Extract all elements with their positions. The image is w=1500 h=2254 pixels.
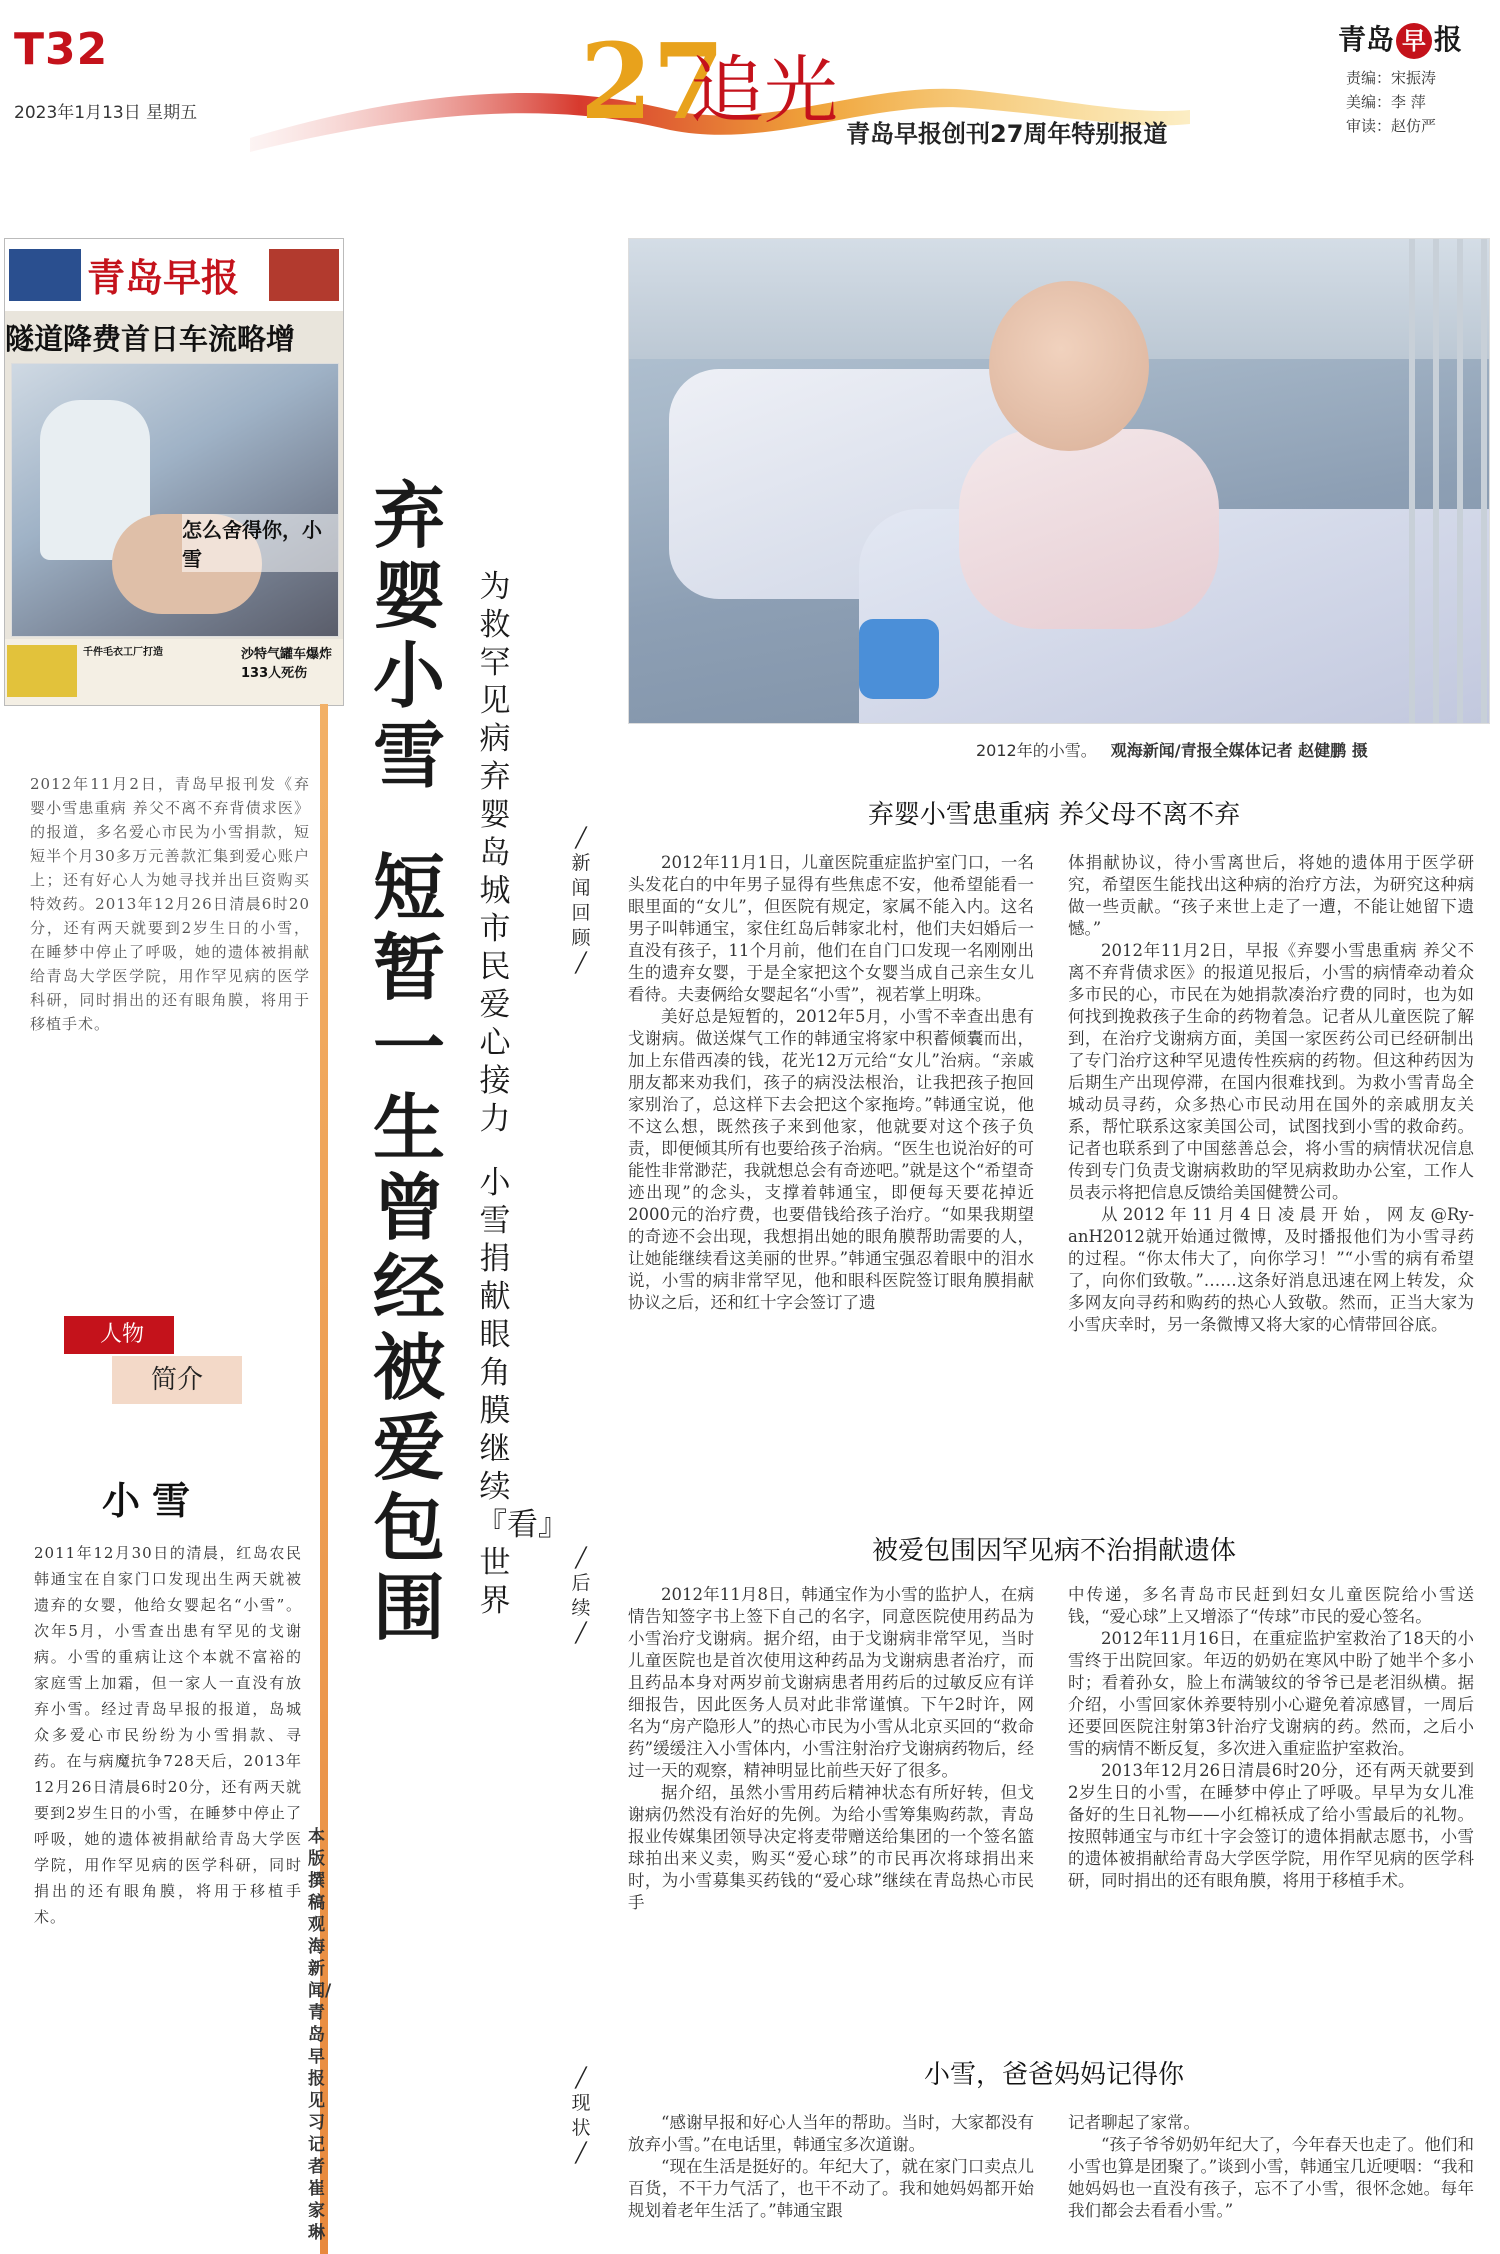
marker-slash: ╱ (575, 952, 587, 974)
marker-slash: ╱ (575, 827, 587, 849)
profile-name: 小雪 (102, 1478, 203, 1523)
paragraph: 2012年11月2日，早报《弃婴小雪患重病 养父不离不弃背债求医》的报道见报后，小雪的病情牵动着众多市民的心，市民在为她捐款凑治疗费的同时，也为如何找到挽救孩子生命的药物着急。记者从儿童医院了解到，在治疗戈谢病方面，美国一家医药公司已经研制出了专门治疗这种罕见遗传性疾病的药物。但这种药因为后期生产出现停滞，在国内很难找到。为救小雪青岛全城动员寻药，众多热心市民动用在国外的亲戚朋友关系，帮忙联系这家美国公司，试图找到小雪的救命药。记者也联系到了中国慈善总会，将小雪的病情状况信息传到专门负责戈谢病救助的罕见病救助办公室，工作人员表示将把信息反馈给美国健赞公司。 (1068, 941, 1474, 1202)
ribbon-number-27: 27 (580, 20, 725, 143)
credit-line: 美编：李 萍 (1346, 93, 1426, 111)
marker-slash: ╱ (575, 2067, 587, 2089)
headline-line: 弃婴小雪 (372, 473, 445, 798)
marker-label: 新闻回顾 (571, 852, 591, 949)
newspaper-logo: 青岛 早 报 (1338, 18, 1462, 59)
special-report-title: 青岛早报创刊27周年特别报道 (846, 120, 1168, 148)
article-column (1068, 852, 1474, 1336)
subheadline-line: 为救罕见病弃婴岛城市民爱心接力 (479, 569, 511, 1137)
headline-gap (368, 796, 450, 848)
main-headline (368, 473, 450, 1650)
credit-line: 审读：赵仿严 (1346, 117, 1437, 135)
news-intro-sidebar: 2012年11月2日，青岛早报刊发《弃婴小雪患重病 养父不离不弃背债求医》的报道，多名爱心市民为小雪捐款，短短半个月30多万元善款汇集到爱心账户上；还有好心人为她寻找并出巨资购买特效药。2013年12月26日清晨6时20分，还有两天就要到2岁生日的小雪，在睡梦中停止了呼吸，她的遗体被捐献给青岛大学医学院，用作罕见病的医学科研，同时捐出的还有眼角膜，将用于移植手术。 (30, 775, 310, 1033)
thumbnail-photo-title: 怎么舍得你，小雪 (182, 514, 338, 572)
paragraph: “孩子爷爷奶奶年纪大了，今年春天也走了。他们和小雪也算是团聚了。”谈到小雪，韩通宝几近哽咽：“我和她妈妈也一直没有孩子，忘不了小雪，很怀念她。每年我们都会去看看小雪。” (1068, 2135, 1474, 2220)
subheadline-gap (476, 1138, 514, 1164)
marker-slash: ╱ (575, 2142, 587, 2164)
paragraph: “感谢早报和好心人当年的帮助。当时，大家都没有放弃小雪。”在电话里，韩通宝多次道谢。 (628, 2113, 1034, 2154)
thumbnail-photo (11, 363, 339, 637)
article-column (628, 852, 1034, 1314)
page-number: T32 (14, 24, 109, 75)
paragraph: 中传递，多名青岛市民赶到妇女儿童医院给小雪送钱，“爱心球”上又增添了“传球”市民的爱心签名。 (1068, 1585, 1474, 1626)
subheadline-line: 小雪捐献眼角膜继续『看』世界 (476, 1165, 569, 1619)
issue-date: 2023年1月13日 星期五 (14, 103, 198, 123)
section-head: 被爱包围因罕见病不治捐献遗体 (871, 1536, 1236, 1566)
article-column (628, 2112, 1034, 2222)
profile-bio: 2011年12月30日的清晨，红岛农民韩通宝在自家门口发现出生两天就被遗弃的女婴，他给女婴起名“小雪”。次年5月，小雪查出患有罕见的戈谢病。小雪的重病让这个本就不富裕的家庭雪上加霜，但一家人一直没有放弃小雪。经过青岛早报的报道，岛城众多爱心市民纷纷为小雪捐款、寻药。在与病魔抗争728天后，2013年12月26日清晨6时20分，还有两天就要到2岁生日的小雪，在睡梦中停止了呼吸，她的遗体被捐献给青岛大学医学院，用作罕见病的医学科研，同时捐出的还有眼角膜，将用于移植手术。 (34, 1544, 302, 1926)
section-marker-follow (566, 1546, 596, 1646)
profile-tag (64, 1316, 254, 1416)
article-column (628, 1584, 1034, 1914)
paragraph: 2012年11月16日，在重症监护室救治了18天的小雪终于出院回家。年迈的奶奶在寒风中盼了她半个多小时；看着孙女，脸上布满皱纹的爷爷已是老泪纵横。据介绍，小雪回家休养要特别小心避免着凉感冒，一周后还要回医院注射第3针治疗戈谢病的药。然而，之后小雪的病情不断反复，多次进入重症监护室救治。 (1068, 1629, 1474, 1758)
marker-slash: ╱ (575, 1547, 587, 1569)
paragraph: 2013年12月26日清晨6时20分，还有两天就要到2岁生日的小雪，在睡梦中停止了呼吸。早早为女儿准备好的生日礼物——小红棉袄成了给小雪最后的礼物。按照韩通宝与市红十字会签订的遗体捐献志愿书，小雪的遗体被捐献给青岛大学医学院，用作罕见病的医学科研，同时捐出的还有眼角膜，将用于移植手术。 (1068, 1761, 1474, 1890)
paragraph: 2012年11月1日，儿童医院重症监护室门口，一名头发花白的中年男子显得有些焦虑不安，他希望能看一眼里面的“女儿”，但医院有规定，家属不能入内。这名男子叫韩通宝，家住红岛后韩家北村，他们夫妇婚后一直没有孩子，11个月前，他们在自门口发现一名刚刚出生的遗弃女婴，于是全家把这个女婴当成自己亲生女儿看待。夫妻俩给女婴起名“小雪”，视若掌上明珠。 (628, 853, 1034, 1004)
thumbnail-masthead-title: 青岛早报 (87, 256, 240, 300)
marker-slash: ╱ (575, 1622, 587, 1644)
photo-caption (976, 738, 1368, 761)
paragraph: 据介绍，虽然小雪用药后精神状态有所好转，但戈谢病仍然没有治好的先例。为给小雪筹集购药款，青岛报业传媒集团领导决定将麦带赠送给集团的一个签名篮球拍出来义卖，购买“爱心球”的市民再次将球捐出来时，为小雪募集买药钱的“爱心球”继续在青岛热心市民手 (628, 1783, 1034, 1912)
thumbnail-bottom-item: 沙特气罐车爆炸133人死伤 (241, 647, 333, 681)
logo-badge-icon: 早 (1396, 23, 1432, 59)
caption-credit: 观海新闻/青报全媒体记者 赵健鹏 摄 (1110, 741, 1368, 760)
thumbnail-headline: 隧道降费首日车流略增 (5, 322, 296, 356)
paragraph: “现在生活是挺好的。年纪大了，就在家门口卖点儿百货，不干力气活了，也干不动了。我和她妈妈都开始规划着老年生活了。”韩通宝跟 (628, 2157, 1034, 2220)
thumbnail-bottom-strip (5, 639, 343, 705)
profile-tag-red: 人物 (64, 1316, 174, 1354)
masthead-right-block (269, 249, 339, 301)
paragraph: 体捐献协议，待小雪离世后，将她的遗体用于医学研究，希望医生能找出这种病的治疗方法，为研究这种病做一些贡献。“孩子来世上走了一遭，不能让她留下遗憾。” (1068, 853, 1474, 938)
sub-headline (476, 568, 569, 1620)
paragraph: 从2012年11月4日凌晨开始，网友@Ry-anH2012就开始通过微博，及时播报他们为小雪寻药的过程。“你太伟大了，向你学习！”“小雪的病有希望了，向你们致敬。”……这条好消息迅速在网上转发，众多网友向寻药和购药的热心人致敬。然而，正当大家为小雪庆幸时，另一条微博又将大家的心情带回谷底。 (1068, 1205, 1474, 1334)
photo-toy (859, 619, 939, 699)
article-column (1068, 2112, 1474, 2222)
paragraph: 2012年11月8日，韩通宝作为小雪的监护人，在病情告知签字书上签下自己的名字，同意医院使用药品为小雪治疗戈谢病。据介绍，由于戈谢病非常罕见，当时儿童医院也是首次使用这种药品为戈谢病患者治疗，而且药品本身对两岁前戈谢病患者用药后的过敏反应有详细报告，因此医务人员对此非常谨慎。下午2时许，网名为“房产隐形人”的热心市民为小雪从北京买回的“救命药”缓缓注入小雪体内，小雪注射治疗戈谢病药物后，经过一天的观察，精神明显比前些天好了很多。 (628, 1585, 1034, 1780)
thumbnail-ad-block (7, 645, 77, 697)
credit-line: 责编：宋振涛 (1346, 69, 1437, 87)
editor-credits (1346, 66, 1436, 138)
paragraph: 美好总是短暂的，2012年5月，小雪不幸查出患有戈谢病。做送煤气工作的韩通宝将家中积蓄倾囊而出，加上东借西凑的钱，花光12万元给“女儿”治病。“亲戚朋友都来劝我们，孩子的病没法根治，让我把孩子抱回家别治了，总这样下去会把这个家拖垮。”韩通宝说，他不这么想，既然孩子来到他家，他就要对这个孩子负责，即便倾其所有也要给孩子治病。“医生也说治好的可能性非常渺茫，我就想总会有奇迹吧。”就是这个“希望奇迹出现”的念头，支撑着韩通宝，即便每天要花掉近2000元的治疗费，也要借钱给孩子治疗。“如果我期望的奇迹不会出现，我想捐出她的眼角膜帮助需要的人，让她能继续看这美丽的世界。”韩通宝强忍着眼中的泪水说，小雪的病非常罕见，他和眼科医院签订眼角膜捐献协议之后，还和红十字会签订了遗 (628, 1007, 1034, 1312)
photo-baby-head (989, 281, 1149, 451)
article-column (1068, 1584, 1474, 1892)
headline-line: 短暂一生曾经被爱包围 (372, 845, 445, 1650)
profile-tag-tan: 简介 (112, 1356, 242, 1404)
thumbnail-masthead (5, 239, 343, 311)
section-head: 弃婴小雪患重病 养父母不离不弃 (867, 800, 1241, 830)
ribbon-chase-light: 追光 (690, 48, 838, 134)
thumbnail-bottom-item: 千件毛衣工厂打造 (83, 647, 163, 658)
front-page-thumbnail (4, 238, 344, 706)
paragraph: 记者聊起了家常。 (1068, 2113, 1200, 2132)
section-marker-now (566, 2066, 596, 2166)
section-marker-review (566, 826, 596, 976)
marker-label: 现状 (571, 2092, 591, 2139)
photo-baby-body (959, 429, 1219, 629)
writer-byline: 本版撰稿 观海新闻/青岛早报见习记者 崔家琳 (308, 1827, 332, 2243)
caption-text: 2012年的小雪。 (976, 741, 1097, 760)
main-photo-xiaoxue (628, 238, 1490, 724)
section-head: 小雪，爸爸妈妈记得你 (923, 2060, 1184, 2090)
masthead-left-block (9, 249, 81, 301)
marker-label: 后续 (571, 1572, 591, 1619)
photo-crib-rail (1409, 239, 1489, 723)
